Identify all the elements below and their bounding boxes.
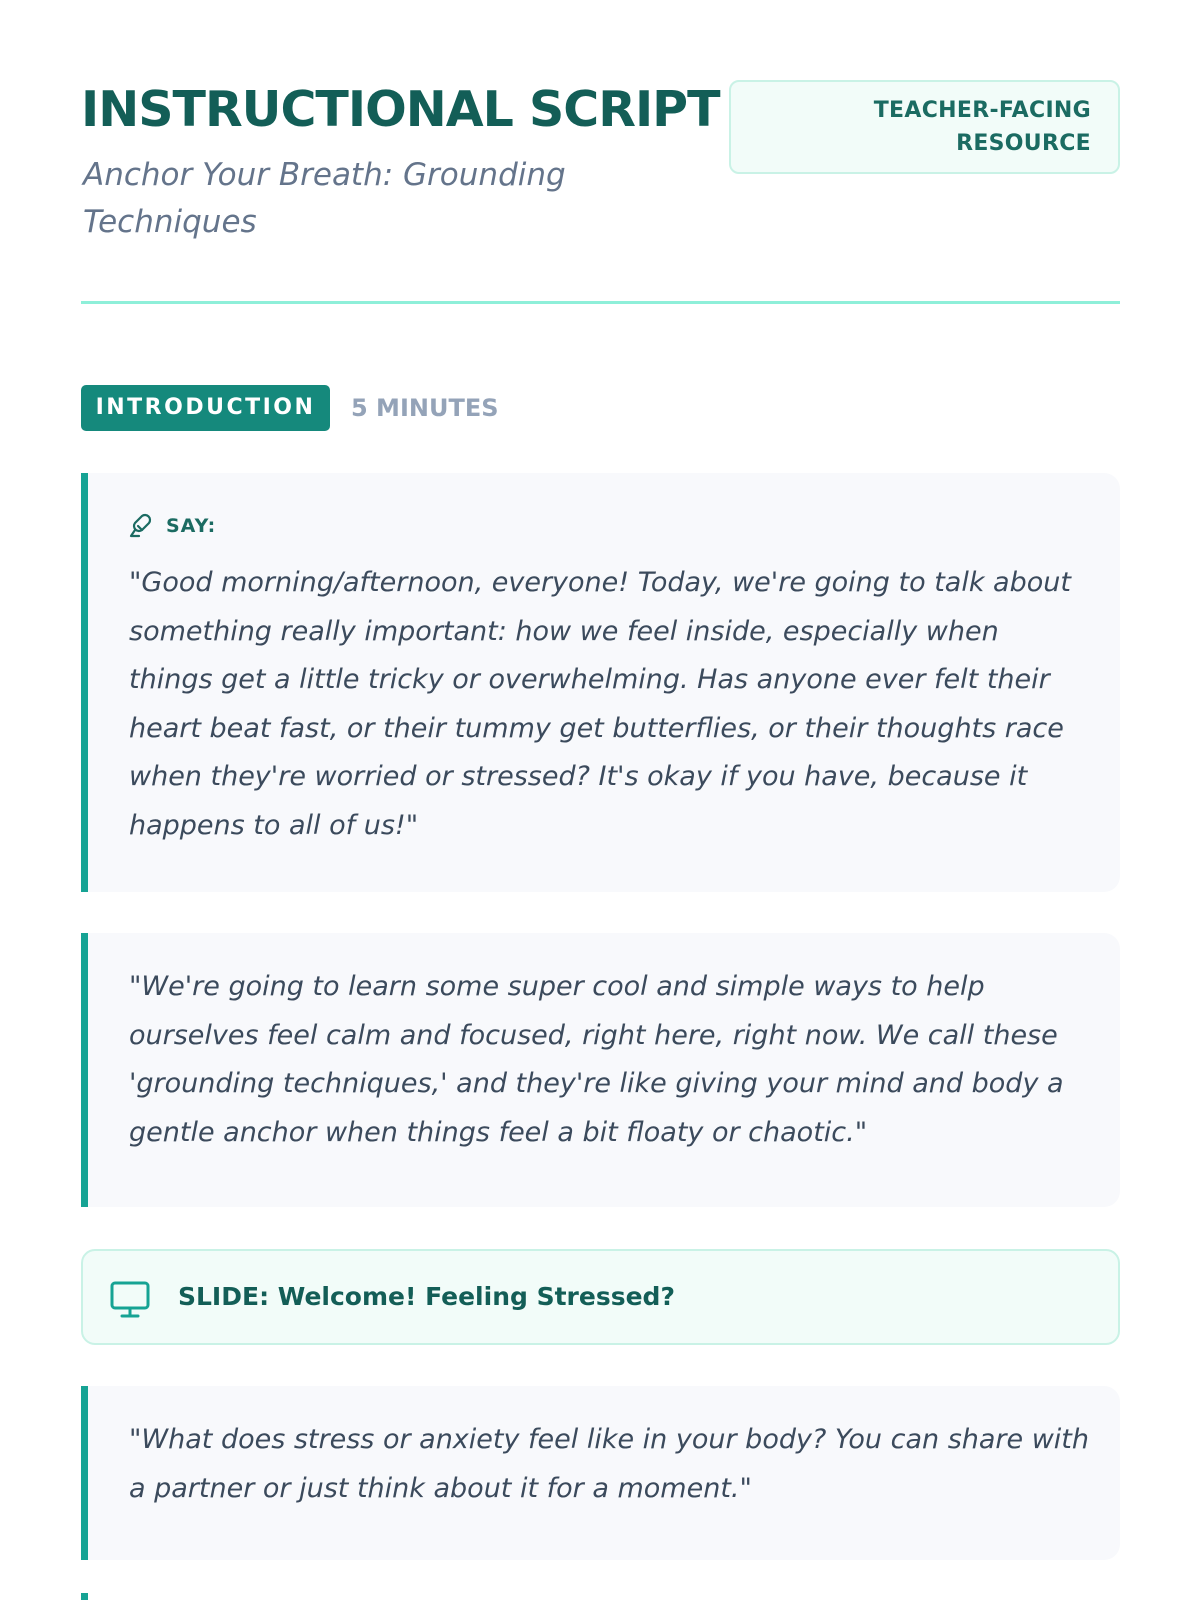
section-duration: 5 MINUTES — [351, 394, 499, 422]
badge-line-2: RESOURCE — [956, 131, 1091, 156]
say-quote: "Good morning/afternoon, everyone! Today, we're going to talk about something really important: how we feel inside, especially when things get a little tricky or overwhelming. Has anyone ever felt their heart beat fast, or their tummy get butterflies, or their thoughts race when they're worried or stressed? It's okay if you have, because it happens to all of us!" — [129, 567, 1071, 841]
microphone-icon — [128, 512, 154, 540]
header-divider — [81, 301, 1120, 304]
page-title: INSTRUCTIONAL SCRIPT — [81, 81, 720, 138]
slide-cue — [81, 1249, 1120, 1345]
page-subtitle: Anchor Your Breath: Grounding Techniques — [83, 157, 566, 240]
say-quote: "What does stress or anxiety feel like in your body? You can share with a partner or just think about it for a moment." — [129, 1424, 1089, 1504]
say-label — [128, 511, 216, 541]
say-quote: "We're going to learn some super cool and simple ways to help ourselves feel calm and focused, right here, right now. We call these 'grounding techniques,' and they're like giving your mind and body a gentle anchor when things feel a bit floaty or chaotic." — [129, 971, 1064, 1148]
say-block — [81, 473, 1120, 892]
say-block — [81, 933, 1120, 1207]
say-block — [81, 1386, 1120, 1560]
resource-badge — [729, 80, 1120, 174]
page-header — [81, 80, 1120, 248]
badge-line-1: TEACHER-FACING — [873, 98, 1091, 123]
say-label-text: SAY: — [166, 515, 217, 537]
next-block-edge — [81, 1593, 88, 1600]
section-label: INTRODUCTION — [81, 385, 330, 431]
monitor-icon — [110, 1281, 150, 1319]
slide-title: SLIDE: Welcome! Feeling Stressed? — [178, 1282, 675, 1311]
